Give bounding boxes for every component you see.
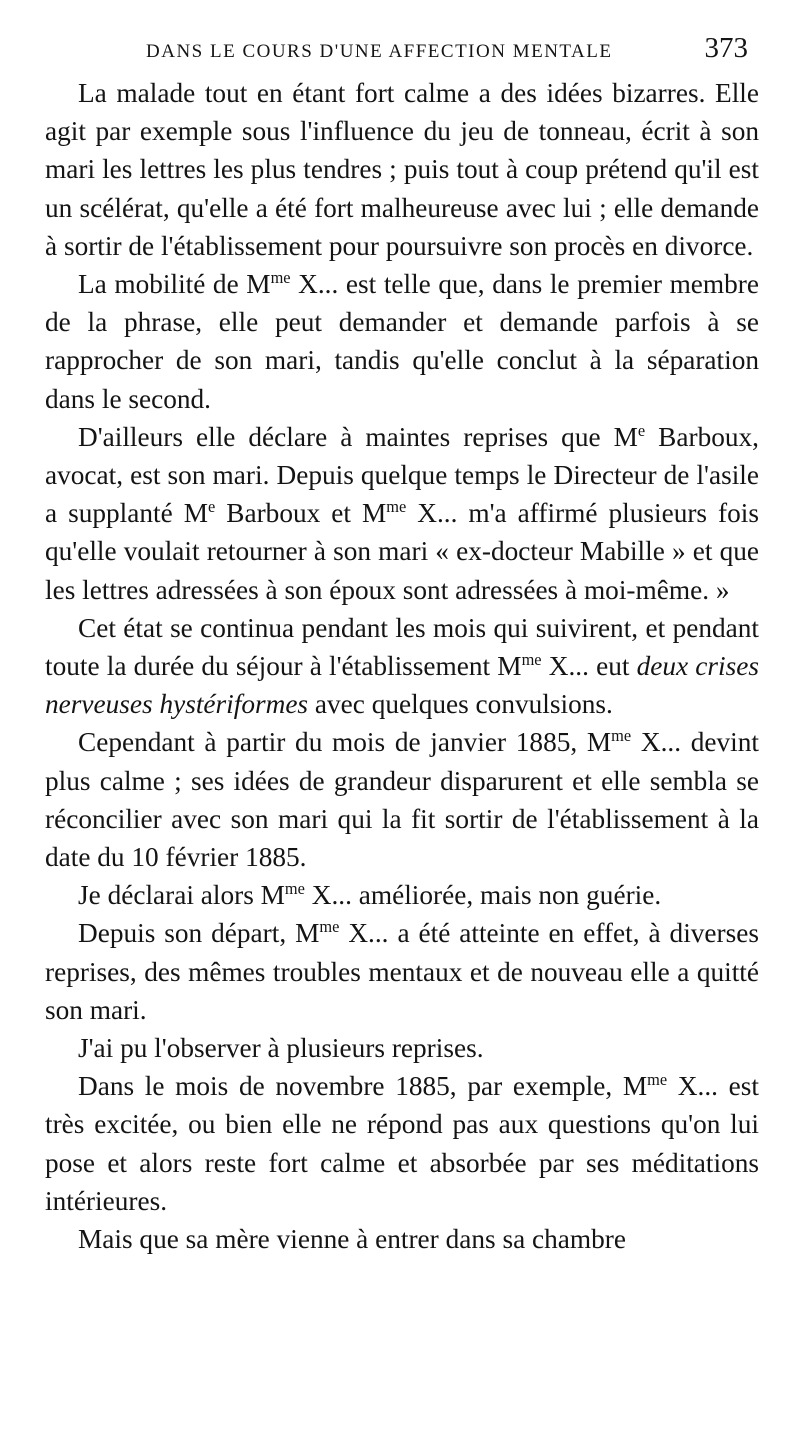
text-run: J'ai pu l'observer à plusieurs reprises. <box>78 1033 484 1064</box>
paragraph <box>45 1067 759 1220</box>
superscript: me <box>386 497 407 517</box>
text-run: Barboux et M <box>215 498 387 529</box>
body-text <box>45 74 759 1258</box>
superscript: e <box>208 497 216 517</box>
superscript: me <box>270 267 291 287</box>
superscript: me <box>647 1070 668 1090</box>
superscript: me <box>521 649 542 669</box>
paragraph <box>45 609 759 724</box>
superscript: me <box>319 917 340 937</box>
paragraph <box>45 1220 759 1258</box>
text-run: X... eut <box>541 651 637 682</box>
text-run: avec quelques convulsions. <box>308 689 613 720</box>
text-run: Cependant à partir du mois de janvier 1885, M <box>78 727 612 758</box>
text-run: Cet état se continua pendant les mois qui suivirent, et pendant toute la durée du séjour à l'établissement M <box>45 612 759 682</box>
text-run: Barboux, avocat, est son mari. Depuis quelque temps le Directeur de l'asile a supplanté M <box>45 421 760 529</box>
paragraph <box>45 265 759 418</box>
superscript: e <box>637 420 646 440</box>
text-run: X... m'a affirmé plusieurs fois qu'elle voulait retourner à son mari « ex-docteur Mabille » et que les lettres adressées à son époux sont adressées à moi-même. » <box>45 498 759 605</box>
superscript: me <box>284 879 305 899</box>
text-run: Depuis son départ, M <box>78 918 320 949</box>
text-run: X... améliorée, mais non guérie. <box>304 880 662 911</box>
running-head: DANS LE COURS D'UNE AFFECTION MENTALE <box>146 41 613 62</box>
text-run: X... est très excitée, ou bien elle ne répond pas aux questions qu'on lui pose et alors reste fort calme et absorbée par ses méditations intérieures. <box>45 1071 759 1216</box>
text-run: La mobilité de M <box>78 269 271 300</box>
text-run: Je déclarai alors M <box>78 880 285 911</box>
superscript: me <box>611 726 632 746</box>
text-run: X... est telle que, dans le premier membre de la phrase, elle peut demander et demande parfois à se rapprocher de son mari, tandis qu'elle conclut à la séparation dans le second. <box>45 269 759 414</box>
text-run: X... a été atteinte en effet, à diverses reprises, des mêmes troubles mentaux et de nouveau elle a quitté son mari. <box>45 918 759 1025</box>
paragraph <box>45 723 759 876</box>
paragraph <box>45 914 759 1029</box>
paragraph <box>45 1029 759 1067</box>
paragraph <box>45 876 759 914</box>
paragraph <box>45 418 759 609</box>
page-header <box>146 32 748 72</box>
paragraph <box>45 74 759 265</box>
page-number: 373 <box>704 32 748 64</box>
text-run: La malade tout en étant fort calme a des idées bizarres. Elle agit par exemple sous l'influence du jeu de tonneau, écrit à son mari les lettres les plus tendres ; puis tout à coup prétend qu'il est un scélérat, qu'elle a été fort malheureuse avec lui ; elle demande à sortir de l'établissement pour poursuivre son procès en divorce. <box>45 78 759 261</box>
text-run: Dans le mois de novembre 1885, par exemple, M <box>78 1071 648 1102</box>
text-run: Mais que sa mère vienne à entrer dans sa chambre <box>78 1224 626 1255</box>
italic-text: deux crises nerveuses hystériformes <box>45 651 759 720</box>
text-run: X... devint plus calme ; ses idées de grandeur disparurent et elle sembla se réconcilier avec son mari qui la fit sortir de l'établissement à la date du 10 février 1885. <box>45 727 759 873</box>
text-run: D'ailleurs elle déclare à maintes reprises que M <box>78 421 638 452</box>
